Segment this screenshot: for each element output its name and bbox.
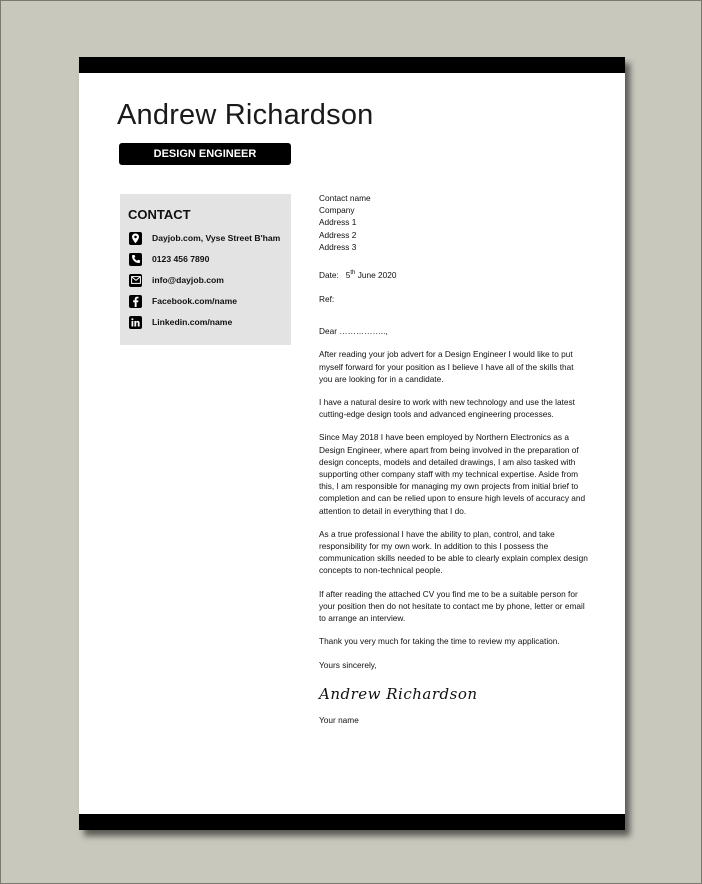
date-day: 5: [345, 269, 351, 280]
contact-item-address: [129, 231, 280, 245]
ref-line: Ref:: [319, 293, 335, 304]
date-suffix: th: [350, 270, 356, 277]
date-rest: June 2020: [357, 269, 397, 280]
contact-email-text: info@dayjob.com: [152, 275, 224, 285]
contact-item-linkedin: [129, 315, 232, 329]
cover-letter-page: [79, 57, 625, 830]
bottom-bar: [79, 814, 625, 830]
recipient-block: [319, 192, 589, 253]
phone-icon: [129, 253, 142, 266]
recipient-address-2: Address 2: [319, 229, 357, 240]
paragraph-1: After reading your job advert for a Design Engineer I would like to put myself forward for your position as I believe I have all of the skills that you are looking for in a candidate.: [319, 349, 574, 384]
salutation: Dear ……………..,: [319, 326, 388, 337]
contact-panel: [120, 194, 291, 345]
recipient-address-1: Address 1: [319, 217, 357, 228]
date-label: Date:: [319, 269, 339, 280]
paragraph-5: If after reading the attached CV you find me to be a suitable person for your position then do not hesitate to contact me by phone, letter or email to arrange an interview.: [319, 588, 585, 624]
recipient-contact-name: Contact name: [319, 193, 371, 203]
job-title-badge: DESIGN ENGINEER: [119, 143, 291, 165]
paragraph-2: I have a natural desire to work with new technology and use the latest cutting-edge design tools and advanced engineering processes.: [319, 397, 575, 420]
contact-facebook-text: Facebook.com/name: [152, 296, 238, 306]
applicant-name: Andrew Richardson: [117, 99, 374, 131]
contact-linkedin-text: Linkedin.com/name: [152, 317, 233, 327]
your-name: Your name: [319, 714, 359, 725]
top-bar: [79, 57, 625, 73]
recipient-address-3: Address 3: [319, 241, 357, 252]
contact-item-phone: [129, 252, 209, 266]
contact-heading: CONTACT: [128, 207, 191, 222]
paragraph-4: As a true professional I have the ability to plan, control, and take responsibility for my own work. In addition to this I possess the communication skills needed to be able to clearly explain complex design concepts to non-technical people.: [319, 528, 588, 576]
letter-body: [319, 192, 589, 726]
recipient-company: Company: [319, 205, 355, 216]
facebook-icon: [129, 295, 142, 308]
date-line: [319, 267, 589, 281]
email-icon: [129, 274, 142, 287]
location-pin-icon: [129, 232, 142, 245]
contact-address-text: Dayjob.com, Vyse Street B'ham: [152, 233, 281, 243]
handwritten-signature: Andrew Richardson: [319, 684, 478, 703]
contact-item-email: [129, 273, 224, 287]
contact-item-facebook: [129, 294, 237, 308]
contact-phone-text: 0123 456 7890: [152, 254, 210, 264]
closing: Yours sincerely,: [319, 660, 377, 671]
paragraph-3: Since May 2018 I have been employed by Northern Electronics as a Design Engineer, where apart from being involved in the preparation of design concepts, models and detailed drawings, I am also tasked with supporting other company staff with my technical expertise. Aside from this, I am responsible for managing my own projects from initial brief to completion and can be relied upon to ensure high levels of accuracy and attention to detail in everything that I do.: [319, 432, 586, 516]
linkedin-icon: [129, 316, 142, 329]
paragraph-6: Thank you very much for taking the time to review my application.: [319, 636, 560, 647]
